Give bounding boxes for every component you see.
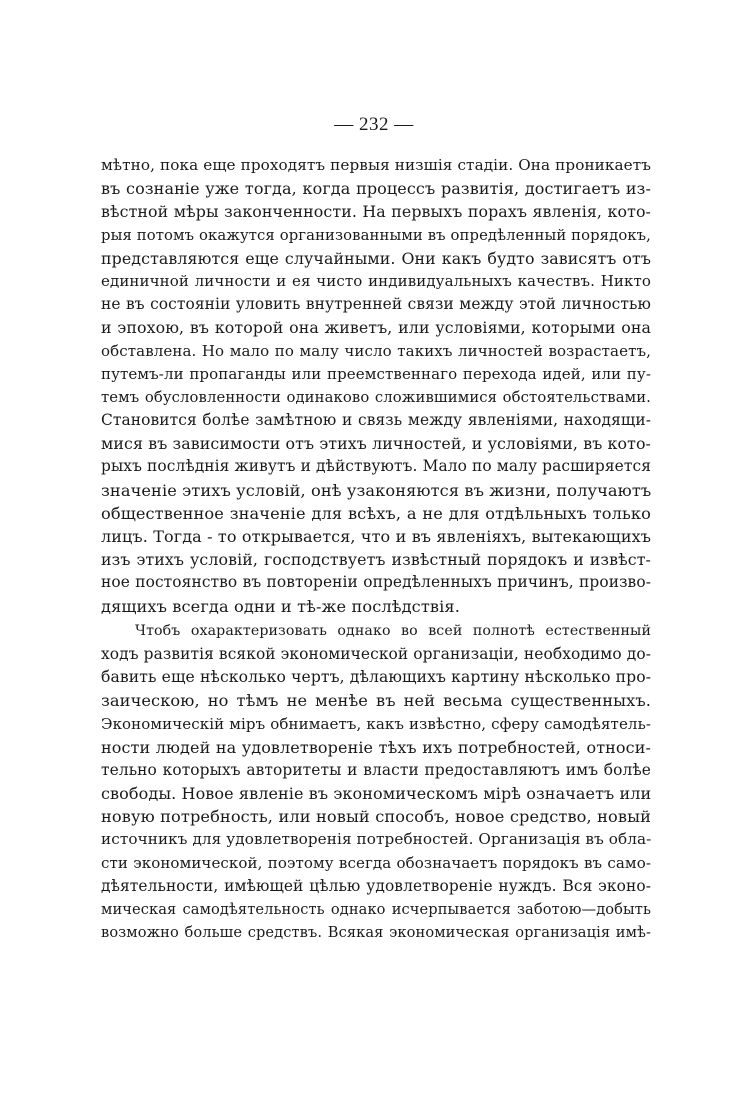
text-line: темъ обусловленности одинаково сложившимися обстоятельствами. <box>101 388 651 406</box>
text-line: заическою, но тѣмъ не менѣе въ ней весьма существенныхъ. <box>101 691 651 711</box>
text-line: обставлена. Но мало по малу число такихъ личностей возрастаетъ, <box>101 341 651 360</box>
text-line: ное постоянство въ повтореніи опредѣленныхъ причинъ, произво- <box>101 573 651 592</box>
text-line: въ сознаніе уже тогда, когда процессъ развитія, достигаетъ из- <box>101 179 651 199</box>
text-line: новую потребность, или новый способъ, новое средство, новый <box>101 807 651 827</box>
text-line: ходъ развитія всякой экономической организаціи, необходимо до- <box>101 644 651 663</box>
paragraph-1 <box>101 154 651 618</box>
text-line: источникъ для удовлетворенія потребностей. Организація въ обла- <box>101 830 652 849</box>
paragraph-2 <box>101 620 651 945</box>
page-number: — 232 — <box>334 114 414 135</box>
text-line: дѣятельности, имѣющей цѣлью удовлетвореніе нуждъ. Вся эконо- <box>101 876 651 895</box>
text-line: бавить еще нѣсколько чертъ, дѣлающихъ картину нѣсколько про- <box>101 668 652 687</box>
text-line: изъ этихъ условій, господствуетъ извѣстный порядокъ и извѣст- <box>101 550 651 570</box>
text-line: не въ состояніи уловить внутренней связи между этой личностью <box>101 295 651 314</box>
text-line: тельно которыхъ авторитеты и власти предоставляютъ имъ болѣе <box>101 760 651 779</box>
text-line: мися въ зависимости отъ этихъ личностей, и условіями, въ кото- <box>101 434 651 454</box>
body-text <box>101 154 651 944</box>
text-line: лицъ. Тогда - то открывается, что и въ явленіяхъ, вытекающихъ <box>101 527 651 546</box>
text-line: рыхъ послѣднія живутъ и дѣйствуютъ. Мало по малу расширяется <box>101 457 651 476</box>
text-line: единичной личности и ея чисто индивидуальныхъ качествъ. Никто <box>101 271 651 290</box>
text-line: рыя потомъ окажутся организованными въ опредѣленный порядокъ, <box>101 226 651 244</box>
text-line: общественное значеніе для всѣхъ, а не для отдѣльныхъ только <box>101 503 651 523</box>
text-line: дящихъ всегда одни и тѣ-же послѣдствія. <box>101 596 460 616</box>
text-line: Становится болѣе замѣтною и связь между явленіями, находящи- <box>101 411 651 430</box>
text-line: ности людей на удовлетвореніе тѣхъ ихъ потребностей, относи- <box>101 737 651 757</box>
text-line: значеніе этихъ условій, онѣ узаконяются въ жизни, получаютъ <box>101 480 652 500</box>
text-line: мическая самодѣятельность однако исчерпывается заботою—добыть <box>101 901 651 918</box>
text-line: и эпохою, въ которой она живетъ, или условіями, которыми она <box>101 318 651 338</box>
text-line: возможно больше средствъ. Всякая экономическая организація имѣ- <box>101 924 651 942</box>
text-line: вѣстной мѣры законченности. На первыхъ порахъ явленія, кото- <box>101 202 651 222</box>
text-line: Экономическій міръ обнимаетъ, какъ извѣстно, сферу самодѣятель- <box>101 714 651 733</box>
text-line: путемъ-ли пропаганды или преемственнаго перехода идей, или пу- <box>101 364 651 383</box>
text-line: мѣтно, пока еще проходятъ первыя низшія стадіи. Она проникаетъ <box>101 156 651 174</box>
text-line: Чтобъ охарактеризовать однако во всей полнотѣ естественный <box>135 622 651 639</box>
text-line: свободы. Новое явленіе въ экономическомъ мірѣ означаетъ или <box>101 784 652 804</box>
text-line: сти экономической, поэтому всегда обозначаетъ порядокъ въ само- <box>101 853 651 872</box>
text-line: представляются еще случайными. Они какъ будто зависятъ отъ <box>101 248 651 268</box>
